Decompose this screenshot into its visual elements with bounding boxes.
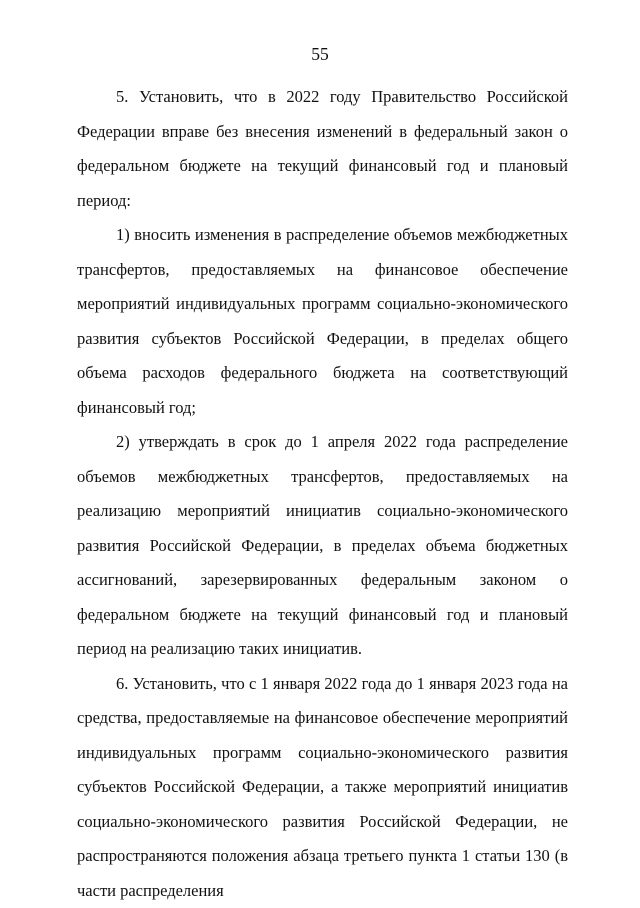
document-body — [77, 80, 568, 908]
paragraph-subpoint-2: 2) утверждать в срок до 1 апреля 2022 года распределение объемов межбюджетных трансфертов, предоставляемых на реализацию мероприятий инициатив социально-экономического развития Российской Федерации, в пределах объема бюджетных ассигнований, зарезервированных федеральным законом о федеральном бюджете на текущий финансовый год и плановый период на реализацию таких инициатив. — [77, 425, 568, 667]
page-number: 55 — [0, 43, 640, 65]
paragraph-subpoint-1: 1) вносить изменения в распределение объемов межбюджетных трансфертов, предоставляемых на финансовое обеспечение мероприятий индивидуальных программ социально-экономического развития субъектов Российской Федерации, в пределах общего объема расходов федерального бюджета на соответствующий финансовый год; — [77, 218, 568, 425]
paragraph-point-5: 5. Установить, что в 2022 году Правительство Российской Федерации вправе без внесения изменений в федеральный закон о федеральном бюджете на текущий финансовый год и плановый период: — [77, 80, 568, 218]
paragraph-point-6: 6. Установить, что с 1 января 2022 года до 1 января 2023 года на средства, предоставляемые на финансовое обеспечение мероприятий индивидуальных программ социально-экономического развития субъектов Российской Федерации, а также мероприятий инициатив социально-экономического развития Российской Федерации, не распространяются положения абзаца третьего пункта 1 статьи 130 (в части распределения — [77, 667, 568, 908]
